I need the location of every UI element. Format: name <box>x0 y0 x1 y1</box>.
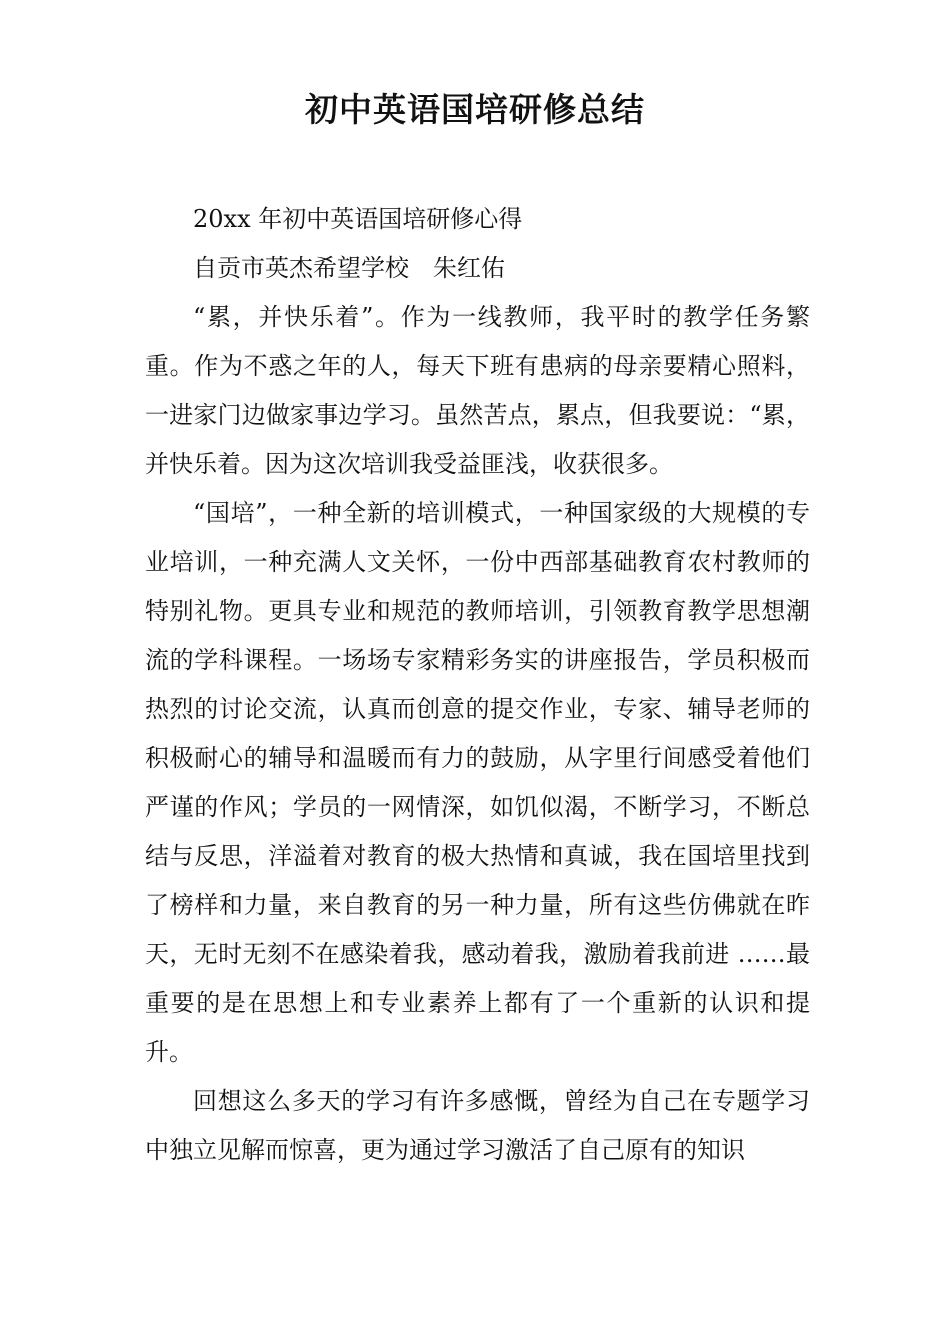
subtitle-line: 20xx 年初中英语国培研修心得 <box>193 205 523 233</box>
author-line: 自贡市英杰希望学校 朱红佑 <box>193 254 505 282</box>
document-title: 初中英语国培研修总结 <box>305 90 645 129</box>
paragraph-2: “国培”，一种全新的培训模式，一种国家级的大规模的专业培训，一种充满人文关怀，一份中西部基础教育农村教师的特别礼物。更具专业和规范的教师培训，引领教育教学思想潮流的学科课程。一场场专家精彩务实的讲座报告，学员积极而热烈的讨论交流，认真而创意的提交作业，专家、辅导老师的积极耐心的辅导和温暖而有力的鼓励，从字里行间感受着他们严谨的作风；学员的一网情深，如饥似渴，不断学习，不断总结与反思，洋溢着对教育的极大热情和真诚，我在国培里找到了榜样和力量，来自教育的另一种力量，所有这些仿佛就在昨天，无时无刻不在感染着我，感动着我，激励着我前进 ……最重要的是在思想上和专业素养上都有了一个重新的认识和提升。 <box>145 499 810 1066</box>
paragraph-3: 回想这么多天的学习有许多感慨，曾经为自己在专题学习中独立见解而惊喜，更为通过学习激活了自己原有的知识 <box>145 1087 810 1164</box>
document-body <box>145 195 810 1175</box>
paragraph-1: “累，并快乐着”。作为一线教师，我平时的教学任务繁重。作为不惑之年的人，每天下班有患病的母亲要精心照料，一进家门边做家事边学习。虽然苦点，累点，但我要说：“累，并快乐着。因为这次培训我受益匪浅，收获很多。 <box>145 303 810 478</box>
